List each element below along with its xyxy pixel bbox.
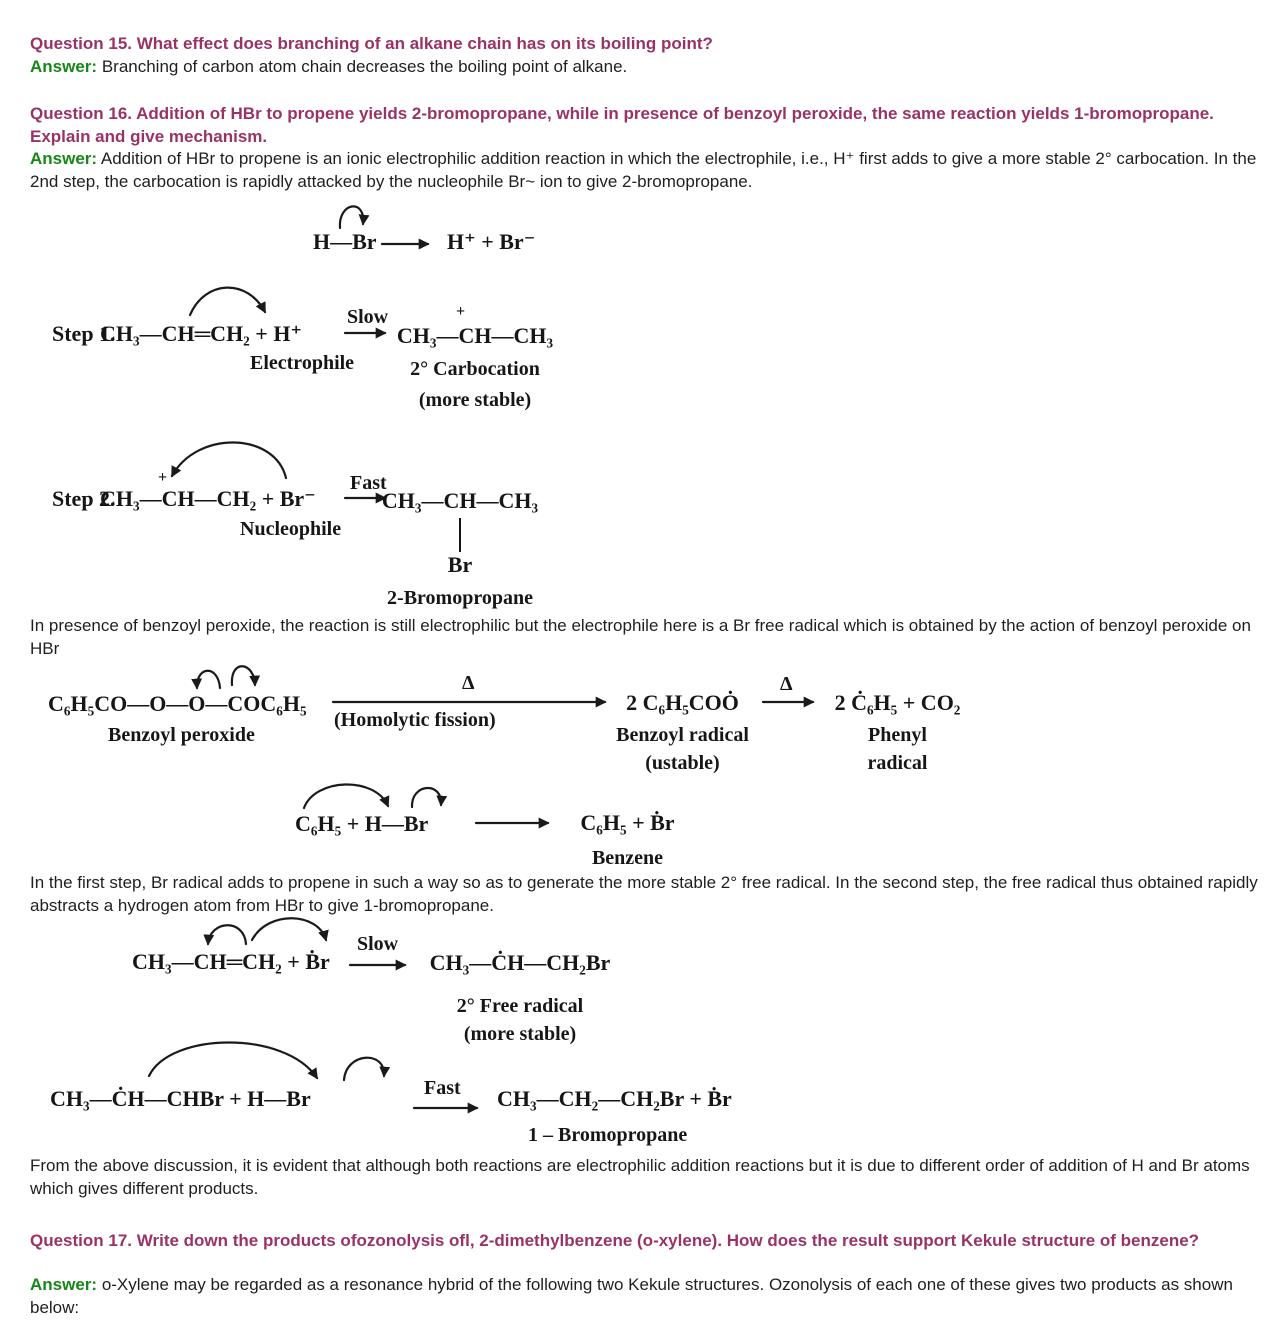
carbocation-charge: + (456, 303, 466, 320)
curved-arrow-icon (228, 657, 260, 693)
phenyl-radical-group (830, 688, 965, 777)
benzene-caption: Benzene (591, 847, 664, 869)
phenyl-radical-caption1: Phenyl (868, 724, 927, 746)
delta-label: Δ (780, 673, 793, 695)
curved-arrow-icon (165, 428, 295, 482)
formula-hbr-products: H⁺ + Br⁻ (447, 229, 536, 254)
step1-product: CH₃—CH—CH₃ (396, 323, 554, 348)
reaction-arrow (382, 237, 440, 251)
h-abstraction-arrow-label: Fast (424, 1077, 461, 1099)
answer-17 (30, 1274, 1275, 1319)
answer-16-text: Addition of HBr to propene is an ionic electrophilic addition reaction in which the electrophile, i.e., H⁺ first adds to give a more stable 2° carbocation. In the 2nd step, the carbocation is rapidly attacked by the nucleophile Br~ ion to give 2-bromopropane. (30, 149, 1257, 191)
radical-add-caption2: (more stable) (463, 1023, 577, 1045)
step1-product-caption2: (more stable) (418, 389, 532, 411)
step1-arrow-label: Slow (347, 306, 389, 328)
delta-label: Δ (462, 672, 475, 694)
reaction-arrow (350, 958, 418, 972)
bond-line (459, 518, 461, 552)
curved-arrow-icon (202, 914, 250, 948)
answer-16-label: Answer: (30, 149, 98, 168)
radical-add-arrow-label: Slow (357, 933, 399, 955)
step2-arrow-label: Fast (350, 472, 387, 494)
curved-arrow-icon (300, 776, 395, 814)
benzene-product: C₆H₅ + Ḃr (580, 810, 675, 835)
benzene-reactants: C₆H₅ + H—Br (295, 811, 429, 836)
question-16-heading: Question 16. Addition of HBr to propene yields 2-bromopropane, while in presence of benzoyl peroxide, the same reaction yields 1-bromopropane. Explain and give mechanism. (30, 104, 1214, 146)
step1-product-caption1: 2° Carbocation (410, 358, 540, 380)
radical-add-product: CH₃—ĊH—CH₂Br (429, 950, 611, 975)
radical-add-reactants: CH₃—CH═CH₂ + Ḃr (132, 949, 330, 974)
answer-17-text: o-Xylene may be regarded as a resonance hybrid of the following two Kekule structures. Ozonolysis of each one of these gives two products as shown below: (30, 1275, 1233, 1317)
step2-product-name: 2-Bromopropane (387, 587, 533, 609)
phenyl-radical-formula: 2 Ċ₆H₅ + CO₂ (834, 690, 961, 715)
benzoyl-peroxide-caption: Benzoyl peroxide (108, 724, 255, 746)
curved-arrow-icon (408, 780, 450, 812)
answer-15 (30, 56, 1270, 79)
answer-15-label: Answer: (30, 57, 98, 76)
answer-15-text: Branching of carbon atom chain decreases the boiling point of alkane. (101, 57, 628, 76)
benzoyl-radical-caption1: Benzoyl radical (616, 724, 749, 746)
radical-add-product-group (420, 948, 620, 1048)
benzoyl-radical-formula: 2 C₆H₅COȮ (626, 690, 739, 715)
step2-product: CH₃—CH—CH₃ (381, 488, 539, 513)
curved-arrow-icon (192, 662, 224, 694)
radical-add-caption1: 2° Free radical (456, 995, 584, 1017)
step1-product-group (380, 321, 570, 414)
answer-17-label: Answer: (30, 1275, 98, 1294)
step1-label: Step 1. (52, 321, 116, 346)
benzoyl-radical-caption2: (ustable) (645, 752, 720, 774)
step2-reactant-caption: Nucleophile (240, 518, 342, 540)
curved-arrow-icon (145, 1030, 325, 1084)
answer-16 (30, 148, 1270, 193)
homolytic-fission-caption: (Homolytic fission) (334, 709, 496, 731)
question-17-heading: Question 17. Write down the products ofozonolysis ofl, 2-dimethylbenzene (o-xylene). How does the result support Kekule structure of benzene? (30, 1231, 1200, 1250)
reaction-arrow (476, 816, 561, 830)
phenyl-radical-caption2: radical (867, 752, 928, 774)
h-abstraction-reactants: CH₃—ĊH—CHBr + H—Br (50, 1086, 311, 1111)
curved-arrow-icon (185, 278, 275, 320)
step1-reactants: CH₃—CH═CH₂ + H⁺ (100, 321, 303, 346)
step2-label: Step 2. (52, 486, 116, 511)
step2-reactants: CH₃—CH—CH₂ + Br⁻ (100, 486, 316, 511)
step2-product-group (365, 486, 555, 612)
paragraph-first-step: In the first step, Br radical adds to propene in such a way so as to generate the more stable 2° free radical. In the second step, the free radical thus obtained rapidly abstracts a hydrogen atom from HBr to give 1-bromopropane. (30, 873, 1258, 915)
benzoyl-peroxide-formula: C₆H₅CO—O—O—COC₆H₅ (48, 691, 307, 716)
h-abstraction-product-name: 1 – Bromopropane (528, 1124, 688, 1146)
reaction-arrow (763, 695, 825, 709)
step2-reactant-charge: + (158, 469, 168, 486)
paragraph-conclusion: From the above discussion, it is evident that although both reactions are electrophilic addition reactions but it is due to different order of addition of H and Br atoms which gives different products. (30, 1156, 1250, 1198)
step2-bond-atom: Br (447, 552, 473, 577)
benzoyl-radical-group (615, 688, 750, 777)
question-15-heading: Question 15. What effect does branching of an alkane chain has on its boiling point? (30, 34, 713, 53)
reaction-arrow (414, 1101, 490, 1115)
reaction-arrow (333, 695, 618, 709)
formula-hbr: H—Br (313, 229, 377, 254)
paragraph-benzoyl-intro: In presence of benzoyl peroxide, the reaction is still electrophilic but the electrophile here is a Br free radical which is obtained by the action of benzoyl peroxide on HBr (30, 616, 1251, 658)
h-abstraction-product: CH₃—CH₂—CH₂Br + Ḃr (497, 1086, 732, 1111)
curved-arrow-icon (248, 908, 330, 946)
benzene-product-group (560, 808, 695, 872)
curved-arrow-icon (338, 1046, 394, 1086)
step1-reactant-caption: Electrophile (250, 352, 355, 374)
